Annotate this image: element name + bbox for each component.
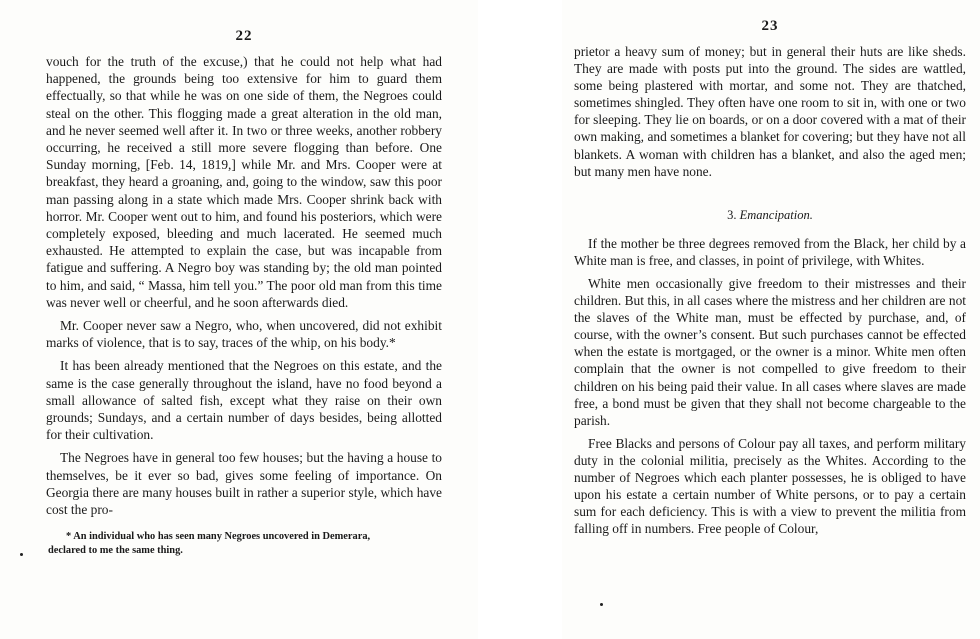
footnote xyxy=(46,530,442,558)
page-number-right: 23 xyxy=(761,18,779,34)
footnote-line-2: declared to me the same thing. xyxy=(48,545,183,557)
book-gutter xyxy=(478,0,562,639)
emancipation-body xyxy=(574,235,966,538)
ink-speck xyxy=(600,603,603,606)
paragraph-free-blacks: Free Blacks and persons of Colour pay all taxes, and perform military duty in the colonial militia, precisely as the Whites. According to the number of Negroes which each planter possesses, he is obliged to have upon his estate a certain number of White persons, or to pay a certain sum for each deficiency. This is with a view to prevent the militia from falling off in numbers. Free people of Colour, xyxy=(574,435,966,537)
paragraph-huts: prietor a heavy sum of money; but in general their huts are like sheds. They are made with posts put into the ground. The sides are wattled, some being plastered with mortar, and some not. They are thatched, sometimes shingled. They often have one room to sit in, with one or two for sleeping. They lie on boards, or on a door covered with a mat of their own making, and sometimes a blanket for covering; but they have not all blankets. A woman with children has a blanket, and also the aged men; but many men have none. xyxy=(574,44,966,179)
ink-speck xyxy=(20,553,23,556)
right-page-body xyxy=(574,43,966,180)
page-number-left: 22 xyxy=(235,28,253,44)
left-page xyxy=(0,0,478,639)
paragraph-flogging-account: vouch for the truth of the excuse,) that he could not help what had happened, the grounds being too extensive for him to guard them effectually, so that while he was on one side of them, the Negroes could steal on the other. This flogging made a great alteration in the old man, and he never seemed well after it. In two or three weeks, another robbery occurring, he received a still more severe flogging than before. One Sunday morning, [Feb. 14, 1819,] while Mr. and Mrs. Cooper were at breakfast, they heard a groaning, and, going to the window, saw this poor man passing along in a state which made Mrs. Cooper shrink back with horror. Mr. Cooper went out to him, and found his posteriors, which were completely exposed, bleeding and much lacerated. He seemed much exhausted. He attempted to explain the case, but was incapable from fatigue and suffering. A Negro boy was standing by; the old man pointed to him, and said, “ Massa, him tell you.” The poor old man from this time was never well or cheerful, and he soon afterwards died. xyxy=(46,54,442,310)
left-page-body xyxy=(46,53,442,518)
section-heading xyxy=(574,208,966,223)
footnote-line-1: * An individual who has seen many Negroes uncovered in Demerara, xyxy=(66,531,371,543)
section-number: 3. xyxy=(727,207,737,222)
paragraph-food-allowance: It has been already mentioned that the Negroes on this estate, and the same is the case generally throughout the island, have no food beyond a small allowance of salted fish, except what they raise on their own grounds; Sundays, and a certain number of days besides, being allotted for their cultivation. xyxy=(46,358,442,443)
paragraph-houses: The Negroes have in general too few houses; but the having a house to themselves, be it ever so bad, gives some feeling of importance. On Georgia there are many houses built in rather a superior style, which have cost the pro- xyxy=(46,450,442,518)
right-page xyxy=(562,0,980,639)
paragraph-three-degrees: If the mother be three degrees removed from the Black, her child by a White man is free, and classes, in point of privilege, with Whites. xyxy=(574,235,966,268)
section-title: Emancipation. xyxy=(739,207,813,222)
paragraph-marks-of-violence: Mr. Cooper never saw a Negro, who, when uncovered, did not exhibit marks of violence, that is to say, traces of the whip, on his body.* xyxy=(46,318,442,351)
paragraph-freedom-purchase: White men occasionally give freedom to their mistresses and their children. But this, in all cases where the mistress and her children are not the slaves of the White man, must be effected by purchase, and, of course, with the owner’s consent. But such purchases cannot be effected when the estate is mortgaged, or the owner is a minor. White men often complain that the owner is not compelled to give freedom to their children on his being paid their value. In all cases where slaves are made free, a bond must be given that they shall not become chargeable to the parish. xyxy=(574,275,966,428)
